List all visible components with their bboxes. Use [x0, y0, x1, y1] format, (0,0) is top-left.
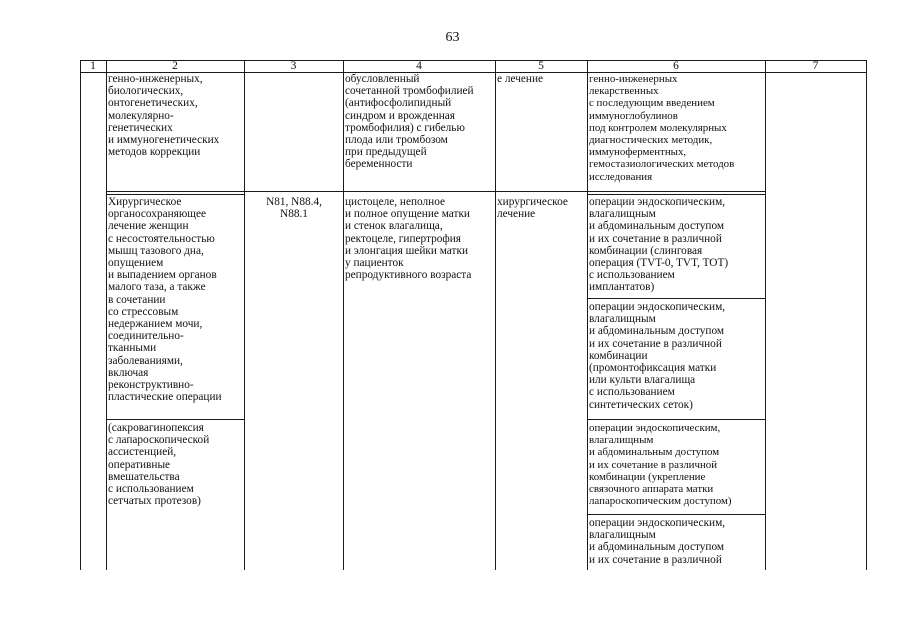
page-number: 63: [445, 30, 460, 45]
continued-methods-text: генно-инженерных, биологических, онтогенетических, молекулярно- генетических и иммуногенетических методов коррекции: [108, 73, 220, 159]
col3-left-border: [244, 60, 245, 570]
column-number-7: 7: [812, 60, 819, 72]
icd-codes: N81, N88.4, N88.1: [266, 196, 322, 221]
method-item-continued: операции эндоскопическим, влагалищным и абдоминальным доступом и их сочетание в различной: [589, 517, 726, 566]
col5-left-border: [495, 60, 496, 570]
column-number-2: 2: [172, 60, 178, 72]
continued-treatment-type: е лечение: [497, 73, 544, 85]
col6-left-border: [587, 60, 588, 570]
surgical-condition-text: цистоцеле, неполное и полное опущение матки и стенок влагалища, ректоцеле, гипертрофия и элонгация шейки матки у пациенток репродуктивного возраста: [345, 196, 472, 282]
column-number-4: 4: [416, 60, 422, 72]
method-item-sling: операции эндоскопическим, влагалищным и абдоминальным доступом и их сочетание в различной комбинации (слинговая операция (TVT-0, TVT, TOT) с использованием имплантатов): [589, 196, 729, 294]
surgical-treatment-type: хирургическое лечение: [497, 196, 568, 221]
col6-split-3: [587, 514, 765, 515]
continued-condition-text: обусловленный сочетанной тромбофилией (антифосфолипидный синдром и врожденная тромбофилия) с гибелью плода или тромбозом при предыдущей беременности: [345, 73, 474, 171]
col1-left-border: [80, 60, 81, 570]
surgical-profile-text: Хирургическое органосохраняющее лечение женщин с несостоятельностью мышц тазового дна, опущением и выпадением органов малого таза, а также в сочетании со стрессовым недержанием мочи, соединительно- тканными заболеваниями, включая реконструктивно- пластические операции: [108, 196, 222, 404]
col2-split: [106, 419, 244, 420]
col6-top-line: [587, 194, 765, 195]
column-number-5: 5: [538, 60, 544, 72]
col2-left-border: [106, 60, 107, 570]
continued-method-text: генно-инженерных лекарственных с последующим введением иммуноглобулинов под контролем молекулярных диагностических методик, иммуноферментных, гемостазиологических методов исследования: [589, 73, 735, 183]
col6-split-1: [587, 298, 765, 299]
column-number-1: 1: [90, 60, 96, 72]
col6-split-2: [587, 419, 765, 420]
method-item-promontofixation: операции эндоскопическим, влагалищным и абдоминальным доступом и их сочетание в различной комбинации (промонтофиксация матки или культи влагалища с использованием синтетических сеток): [589, 301, 726, 411]
col4-left-border: [343, 60, 344, 570]
surgical-profile-note: (сакровагинопексия с лапароскопической ассистенцией, оперативные вмешательства с использованием сетчатых протезов): [108, 422, 210, 508]
column-number-6: 6: [673, 60, 679, 72]
table-right-border: [866, 60, 867, 570]
column-number-3: 3: [290, 60, 297, 72]
row-separator: [106, 191, 765, 192]
col2-top-line: [106, 194, 244, 195]
method-item-ligament-strengthening: операции эндоскопическим, влагалищным и абдоминальным доступом и их сочетание в различной комбинации (укрепление связочного аппарата матки лапароскопическим доступом): [589, 422, 732, 508]
